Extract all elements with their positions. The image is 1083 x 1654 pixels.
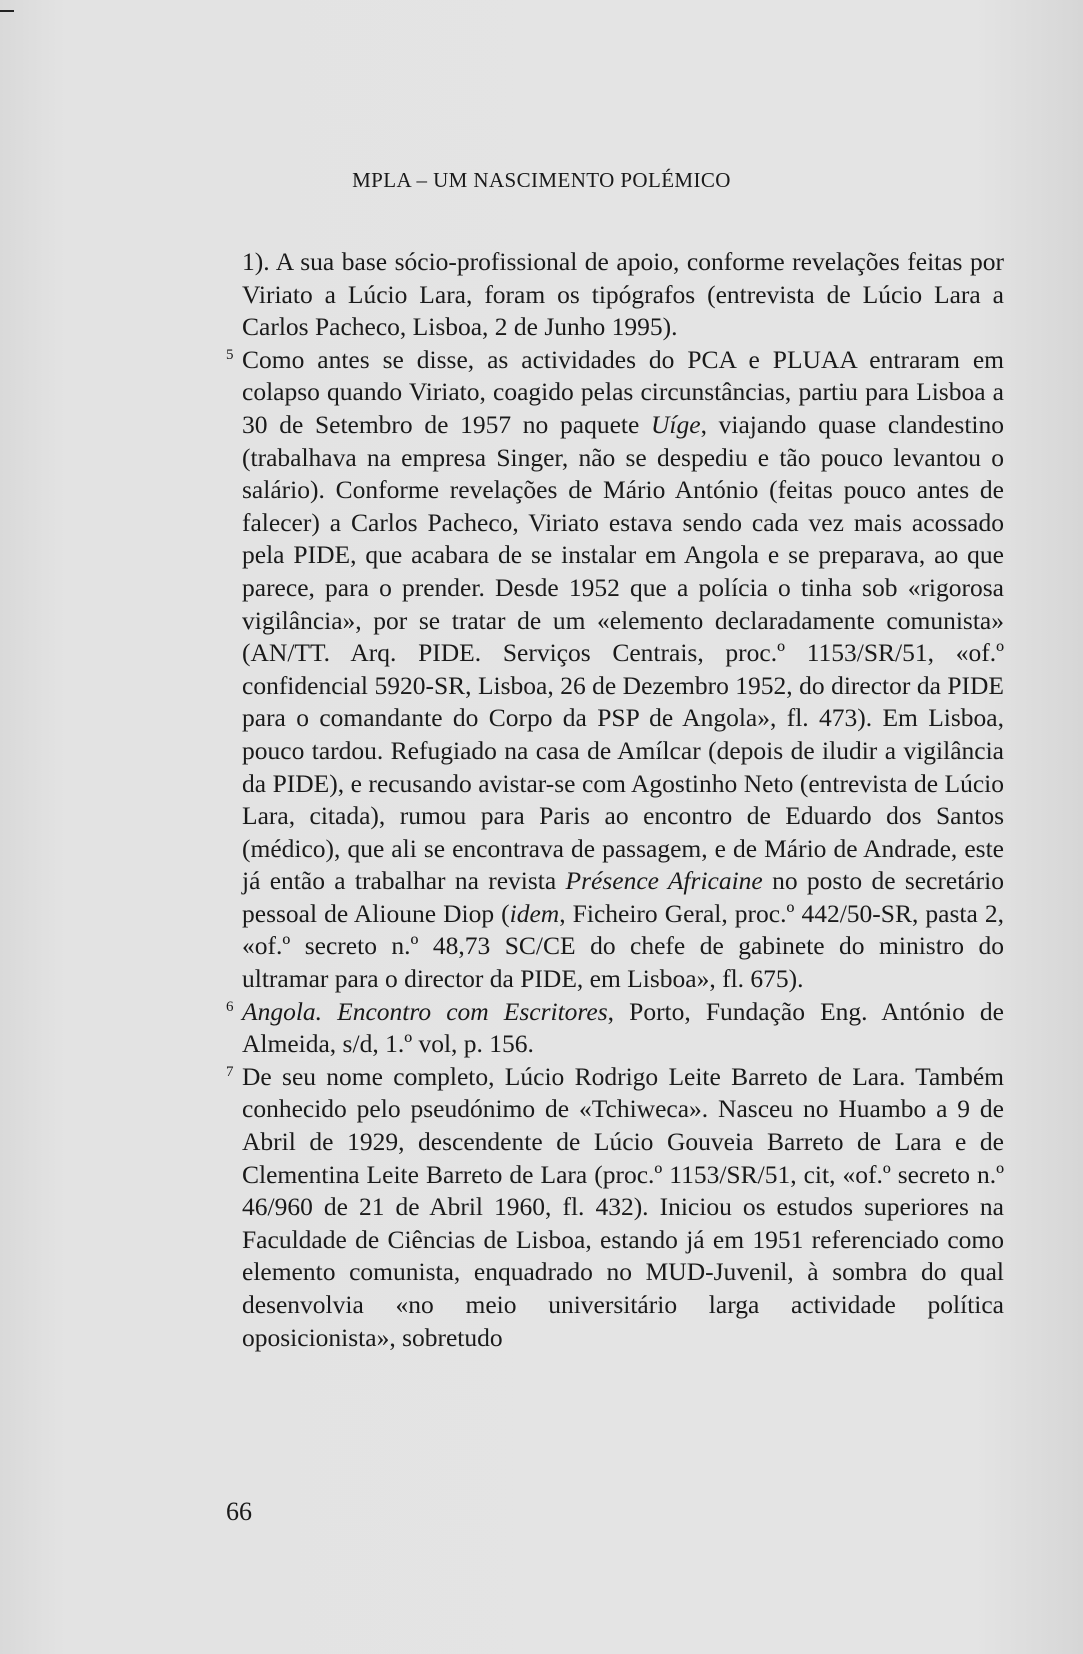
footnote-number: 6 [226, 998, 234, 1015]
footnote-text: De seu nome completo, Lúcio Rodrigo Leite Barreto de Lara. Também conhecido pelo pseudónimo de «Tchiweca». Nasceu no Huambo a 9 de Abril de 1929, descendente de Lúcio Gouveia Barreto de Lara e de Clementina Leite Barreto de Lara (proc.º 1153/SR/51, cit, «of.º secreto n.º 46/960 de 21 de Abril 1960, fl. 432). Iniciou os estudos superiores na Faculdade de Ciências de Lisboa, estando já em 1951 referenciado como elemento comunista, enquadrado no MUD-Juvenil, à sombra do qual desenvolvia «no meio universitário larga actividade política oposicionista», sobretudo [242, 1061, 1004, 1352]
footnote-6 [226, 996, 1004, 1061]
page-number: 66 [226, 1497, 252, 1526]
footnote-number: 5 [226, 346, 234, 363]
footnote-italic-text: Angola. Encontro com Escritores [242, 996, 608, 1026]
footnote-text: , Ficheiro Geral, proc.º 442/50-SR, pasta 2, «of.º secreto n.º 48,73 SC/CE do chefe de gabinete do ministro do ultramar para o director da PIDE, em Lisboa», fl. 675). [242, 898, 1004, 994]
footnote-7 [226, 1061, 1004, 1354]
footnote-italic-text: idem [509, 898, 560, 928]
scan-edge-mark [0, 10, 14, 12]
footnote-italic-text: Présence Africaine [565, 866, 763, 896]
footnote-5 [226, 344, 1005, 996]
footnote-number: 7 [226, 1063, 234, 1080]
footnote-italic-text: Uíge [650, 409, 701, 439]
footnote-text: 1). A sua base sócio-profissional de apoio, conforme revelações feitas por Viriato a Lúcio Lara, foram os tipógrafos (entrevista de Lúcio Lara a Carlos Pacheco, Lisboa, 2 de Junho 1995). [242, 247, 1004, 342]
footnote-text: Como antes se disse, as actividades do PCA e PLUAA entraram em colapso quando Viriato, coagido pelas circunstâncias, partiu para Lisboa a 30 de Setembro de 1957 no paquete [242, 344, 1004, 439]
footnote-continuation [242, 246, 1004, 344]
running-head: MPLA – UM NASCIMENTO POLÉMICO [352, 168, 731, 192]
footnote-text: no posto de secretário pessoal de Alioune Diop ( [242, 866, 1004, 928]
footnote-text: , Porto, Fundação Eng. António de Almeida, s/d, 1.º vol, p. 156. [242, 996, 1004, 1059]
footnotes-block [226, 246, 1005, 1354]
footnote-text: , viajando quase clandestino (trabalhava na empresa Singer, não se despediu e tão pouco levantou o salário). Conforme revelações de Mário António (feitas pouco antes de falecer) a Carlos Pacheco, Viriato estava sendo cada vez mais acossado pela PIDE, que acabara de se instalar em Angola e se preparava, ao que parece, para o prender. Desde 1952 que a polícia o tinha sob «rigorosa vigilância», por se tratar de um «elemento declaradamente comunista» (AN/TT. Arq. PIDE. Serviços Centrais, proc.º 1153/SR/51, «of.º confidencial 5920-SR, Lisboa, 26 de Dezembro 1952, do director da PIDE para o comandante do Corpo da PSP de Angola», fl. 473). Em Lisboa, pouco tardou. Refugiado na casa de Amílcar (depois de iludir a vigilância da PIDE), e recusando avistar-se com Agostinho Neto (entrevista de Lúcio Lara, citada), rumou para Paris ao encontro de Eduardo dos Santos (médico), que ali se encontrava de passagem, e de Mário de Andrade, este já então a trabalhar na revista [242, 409, 1005, 896]
